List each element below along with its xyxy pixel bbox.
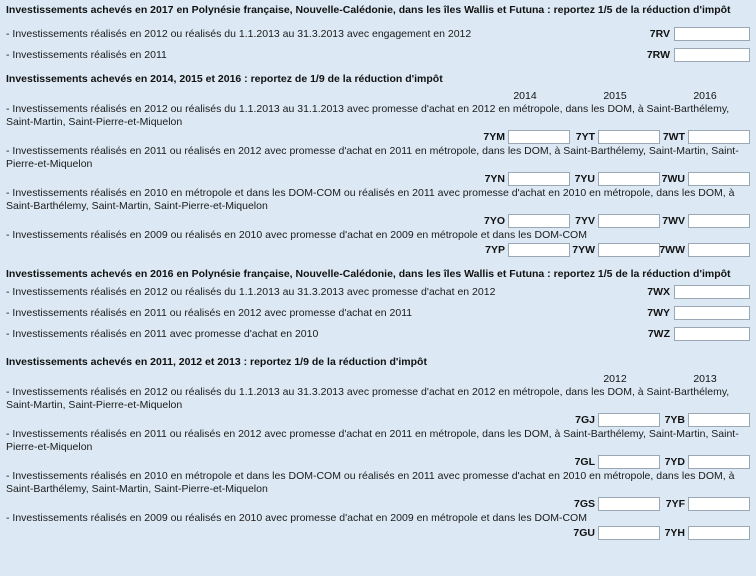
form-row bbox=[6, 304, 750, 321]
input-7YH[interactable] bbox=[688, 526, 750, 540]
field-code-7WZ: 7WZ bbox=[647, 327, 670, 340]
row-label: - Investissements réalisés en 2012 ou réalisés du 1.1.2013 au 31.1.2013 avec promesse d'achat en 2012 en métropole, dans les DOM, à Saint-Barthélemy, Saint-Martin, Saint-Pierre-et-Miquelon bbox=[6, 103, 730, 128]
input-7RW[interactable] bbox=[674, 48, 750, 62]
section-title-1: Investissements achevés en 2017 en Polynésie française, Nouvelle-Calédonie, dans les îles Wallis et Futuna : reportez 1/5 de la réduction d'impôt bbox=[6, 4, 731, 16]
field-code-7YO: 7YO bbox=[483, 215, 505, 227]
input-7WX[interactable] bbox=[674, 285, 750, 299]
field-group-7WX bbox=[647, 285, 750, 299]
input-7YB[interactable] bbox=[688, 413, 750, 427]
input-7RV[interactable] bbox=[674, 27, 750, 41]
field-code-7YM: 7YM bbox=[483, 131, 505, 143]
row-label: - Investissements réalisés en 2011 ou réalisés en 2012 avec promesse d'achat en 2011 en métropole, dans les DOM, à Saint-Barthélemy, Saint-Martin, Saint-Pierre-et-Miquelon bbox=[6, 145, 739, 170]
field-group-7WV bbox=[660, 214, 750, 228]
field-group-7YO bbox=[480, 214, 570, 228]
section-title-3: Investissements achevés en 2016 en Polynésie française, Nouvelle-Calédonie, dans les îles Wallis et Futuna : reportez 1/5 de la réduction d'impôt bbox=[6, 268, 731, 280]
field-code-7WX: 7WX bbox=[647, 285, 670, 298]
field-row bbox=[6, 243, 750, 257]
section-title-2: Investissements achevés en 2014, 2015 et 2016 : reportez de 1/9 de la réduction d'impôt bbox=[6, 73, 443, 85]
input-7YW[interactable] bbox=[598, 243, 660, 257]
input-7YM[interactable] bbox=[508, 130, 570, 144]
field-group-7YD bbox=[660, 455, 750, 469]
field-group-7GJ bbox=[570, 413, 660, 427]
field-group-7YF bbox=[660, 497, 750, 511]
field-row bbox=[6, 130, 750, 144]
field-code-7GS: 7GS bbox=[573, 498, 595, 510]
field-code-7WV: 7WV bbox=[662, 215, 685, 227]
field-group-7YB bbox=[660, 413, 750, 427]
input-7WY[interactable] bbox=[674, 306, 750, 320]
input-7YD[interactable] bbox=[688, 455, 750, 469]
year-label-2012: 2012 bbox=[603, 373, 627, 385]
row-label: - Investissements réalisés en 2010 en métropole et dans les DOM-COM ou réalisés en 2011 avec promesse d'achat en 2010 en métropole, dans les DOM, à Saint-Barthélemy, Saint-Martin, Saint-Pierre-et-Miquelon bbox=[6, 187, 735, 212]
field-code-7YH: 7YH bbox=[664, 527, 685, 539]
field-code-7WU: 7WU bbox=[661, 173, 685, 185]
year-header-row bbox=[6, 88, 750, 102]
field-code-7RV: 7RV bbox=[649, 27, 670, 40]
input-7GS[interactable] bbox=[598, 497, 660, 511]
field-row bbox=[6, 214, 750, 228]
row-label: - Investissements réalisés en 2012 ou réalisés du 1.1.2013 au 31.3.2013 avec promesse d'achat en 2012 en métropole, dans les DOM, à Saint-Barthélemy, Saint-Martin, Saint-Pierre-et-Miquelon bbox=[6, 386, 730, 411]
section-title-4: Investissements achevés en 2011, 2012 et 2013 : reportez 1/9 de la réduction d'impôt bbox=[6, 356, 427, 368]
row-label: - Investissements réalisés en 2012 ou réalisés du 1.1.2013 au 31.3.2013 avec engagement en 2012 bbox=[6, 27, 472, 40]
input-7GJ[interactable] bbox=[598, 413, 660, 427]
input-7WZ[interactable] bbox=[674, 327, 750, 341]
field-code-7YU: 7YU bbox=[574, 173, 595, 185]
field-group-7WY bbox=[647, 306, 750, 320]
field-code-7YT: 7YT bbox=[575, 131, 595, 143]
field-group-7GU bbox=[570, 526, 660, 540]
field-code-7GJ: 7GJ bbox=[575, 414, 595, 426]
input-7YF[interactable] bbox=[688, 497, 750, 511]
form-row bbox=[6, 46, 750, 63]
row-fields bbox=[637, 285, 750, 299]
field-code-7YN: 7YN bbox=[484, 173, 505, 185]
field-code-7RW: 7RW bbox=[646, 48, 670, 61]
input-7WW[interactable] bbox=[688, 243, 750, 257]
field-group-7YN bbox=[480, 172, 570, 186]
field-group-7WZ bbox=[648, 327, 750, 341]
input-7GL[interactable] bbox=[598, 455, 660, 469]
row-label: - Investissements réalisés en 2011 ou réalisés en 2012 avec promesse d'achat en 2011 en métropole, dans les DOM, à Saint-Barthélemy, Saint-Martin, Saint-Pierre-et-Miquelon bbox=[6, 428, 739, 453]
year-header-row bbox=[6, 371, 750, 385]
row-fields bbox=[637, 48, 750, 62]
form-row bbox=[6, 325, 750, 342]
field-code-7GU: 7GU bbox=[573, 527, 595, 539]
row-label: - Investissements réalisés en 2010 en métropole et dans les DOM-COM ou réalisés en 2011 avec promesse d'achat en 2010 en métropole, dans les DOM, à Saint-Barthélemy, Saint-Martin, Saint-Pierre-et-Miquelon bbox=[6, 470, 735, 495]
row-label: - Investissements réalisés en 2011 ou réalisés en 2012 avec promesse d'achat en 2011 bbox=[6, 306, 413, 319]
row-label: - Investissements réalisés en 2011 bbox=[6, 48, 167, 61]
field-row bbox=[6, 455, 750, 469]
field-row bbox=[6, 497, 750, 511]
row-fields bbox=[637, 306, 750, 320]
field-code-7YF: 7YF bbox=[665, 498, 685, 510]
input-7YN[interactable] bbox=[508, 172, 570, 186]
field-row bbox=[6, 526, 750, 540]
field-group-7YW bbox=[570, 243, 660, 257]
input-7WT[interactable] bbox=[688, 130, 750, 144]
field-code-7WW: 7WW bbox=[659, 244, 685, 256]
field-group-7RW bbox=[647, 48, 750, 62]
row-fields bbox=[638, 327, 750, 341]
field-group-7GL bbox=[570, 455, 660, 469]
form-row bbox=[6, 25, 750, 42]
input-7GU[interactable] bbox=[598, 526, 660, 540]
field-group-7YU bbox=[570, 172, 660, 186]
field-group-7GS bbox=[570, 497, 660, 511]
year-label-2013: 2013 bbox=[693, 373, 717, 385]
field-code-7YD: 7YD bbox=[664, 456, 685, 468]
input-7YO[interactable] bbox=[508, 214, 570, 228]
field-group-7WU bbox=[660, 172, 750, 186]
year-label-2014: 2014 bbox=[513, 90, 537, 102]
input-7WU[interactable] bbox=[688, 172, 750, 186]
input-7YT[interactable] bbox=[598, 130, 660, 144]
year-label-2016: 2016 bbox=[693, 90, 717, 102]
field-group-7WT bbox=[660, 130, 750, 144]
field-group-7YT bbox=[570, 130, 660, 144]
field-code-7WT: 7WT bbox=[662, 131, 685, 143]
field-group-7WW bbox=[660, 243, 750, 257]
row-label: - Investissements réalisés en 2009 ou réalisés en 2010 avec promesse d'achat en 2009 en métropole et dans les DOM-COM bbox=[6, 512, 587, 524]
row-label: - Investissements réalisés en 2011 avec promesse d'achat en 2010 bbox=[6, 327, 319, 340]
input-7YU[interactable] bbox=[598, 172, 660, 186]
row-label: - Investissements réalisés en 2012 ou réalisés du 1.1.2013 au 31.3.2013 avec promesse d'achat en 2012 bbox=[6, 285, 496, 298]
field-code-7YP: 7YP bbox=[485, 244, 505, 256]
input-7YP[interactable] bbox=[508, 243, 570, 257]
input-7YV[interactable] bbox=[598, 214, 660, 228]
field-group-7RV bbox=[650, 27, 750, 41]
field-group-7YM bbox=[480, 130, 570, 144]
field-code-7GL: 7GL bbox=[574, 456, 595, 468]
field-code-7YW: 7YW bbox=[572, 244, 595, 256]
year-label-2015: 2015 bbox=[603, 90, 627, 102]
input-7WV[interactable] bbox=[688, 214, 750, 228]
row-fields bbox=[640, 27, 750, 41]
field-code-7WY: 7WY bbox=[647, 306, 670, 319]
row-label: - Investissements réalisés en 2009 ou réalisés en 2010 avec promesse d'achat en 2009 en métropole et dans les DOM-COM bbox=[6, 229, 587, 241]
field-row bbox=[6, 413, 750, 427]
field-group-7YV bbox=[570, 214, 660, 228]
form-row bbox=[6, 283, 750, 300]
field-group-7YP bbox=[480, 243, 570, 257]
field-code-7YV: 7YV bbox=[575, 215, 595, 227]
field-group-7YH bbox=[660, 526, 750, 540]
field-code-7YB: 7YB bbox=[664, 414, 685, 426]
field-row bbox=[6, 172, 750, 186]
